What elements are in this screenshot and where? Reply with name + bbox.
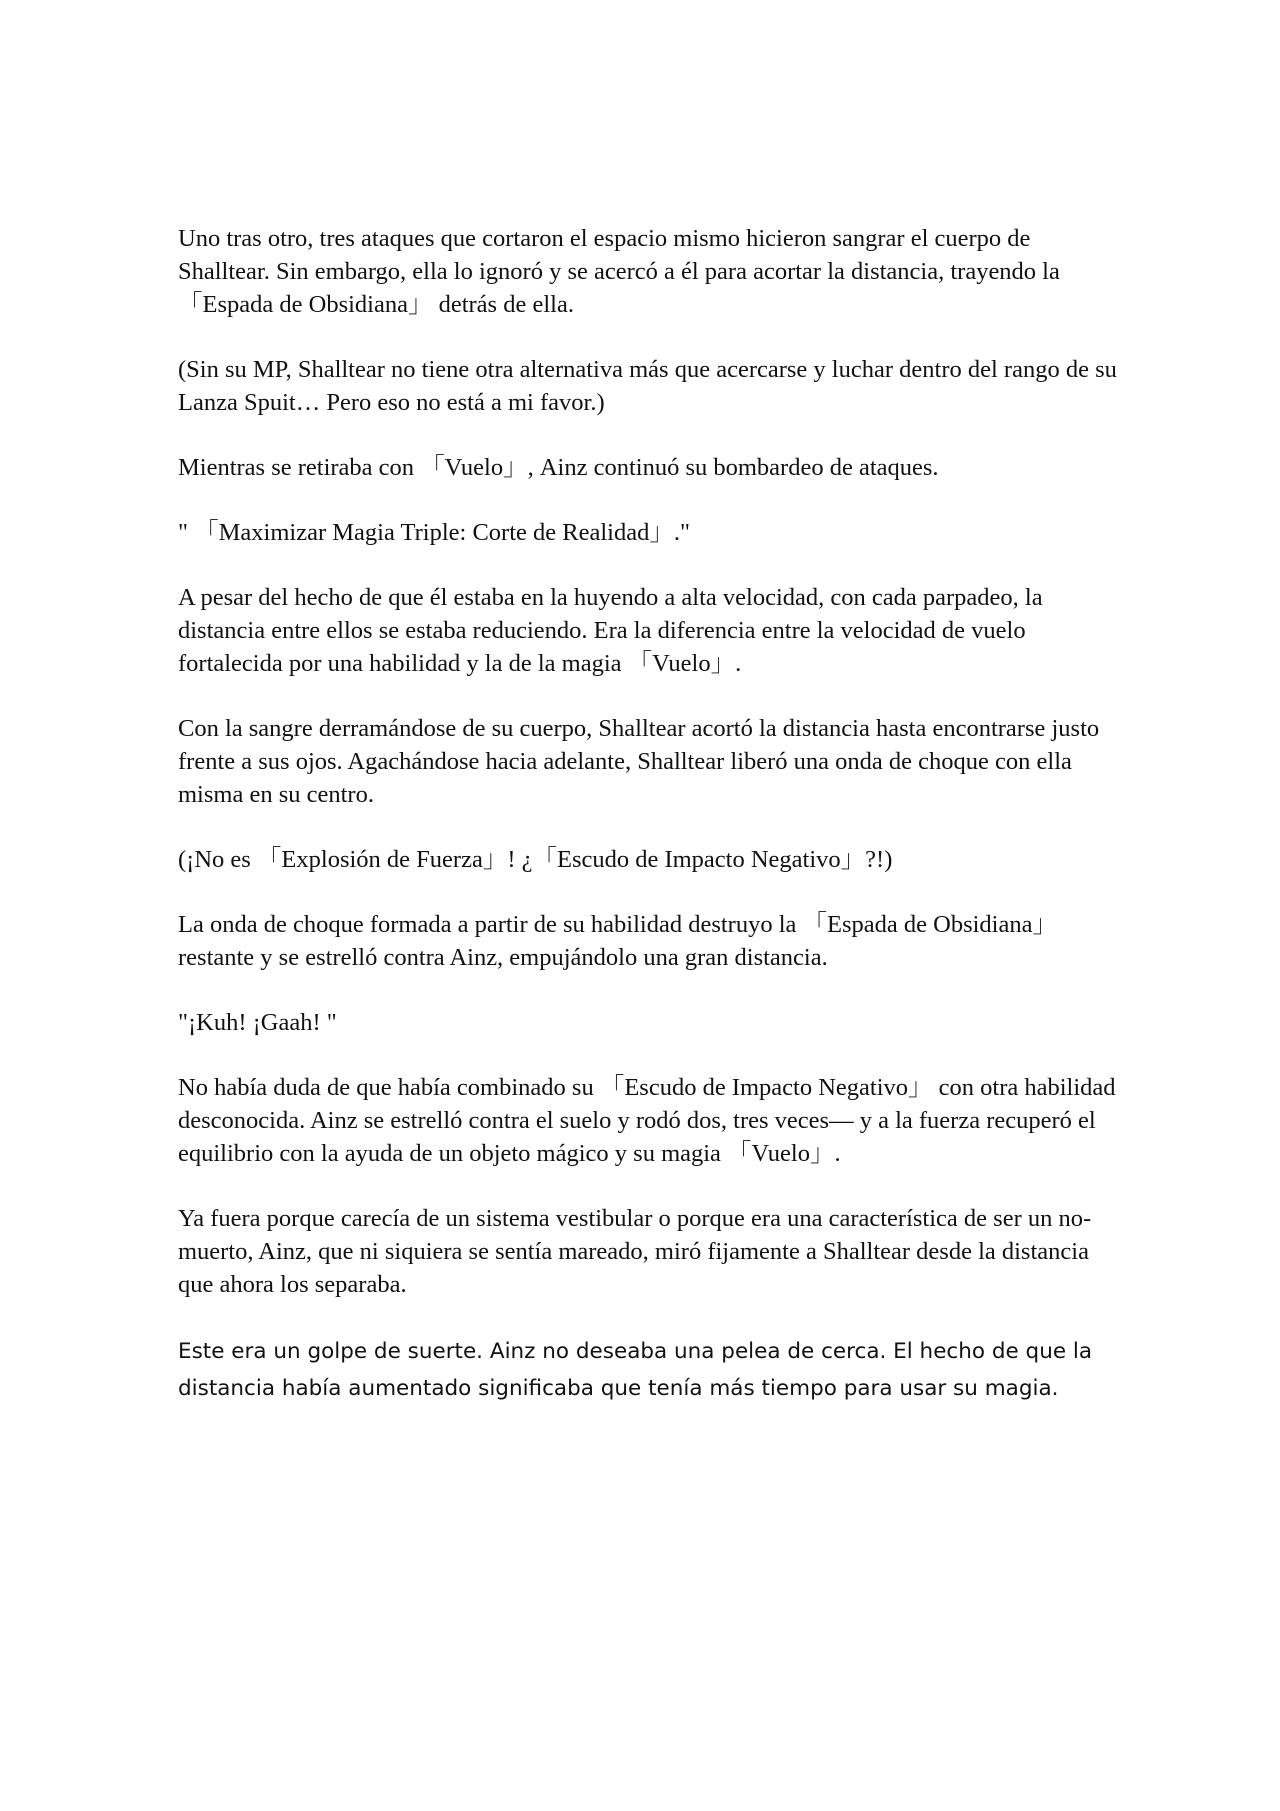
paragraph-10: No había duda de que había combinado su 「Escudo de Impacto Negativo」 con otra habilidad desconocida. Ainz se estrelló contra el suelo y rodó dos, tres veces— y a la fuerza recuperó el equilibrio con la ayuda de un objeto mágico y su magia 「Vuelo」. <box>178 1074 1116 1167</box>
paragraph-5: A pesar del hecho de que él estaba en la huyendo a alta velocidad, con cada parpadeo, la distancia entre ellos se estaba reduciendo. Era la diferencia entre la velocidad de vuelo fortalecida por una habilidad y la de la magia 「Vuelo」. <box>178 584 1043 677</box>
document-body <box>178 222 1118 1439</box>
paragraph-3: Mientras se retiraba con 「Vuelo」, Ainz continuó su bombardeo de ataques. <box>178 454 939 481</box>
paragraph-9: "¡Kuh! ¡Gaah! " <box>178 1009 337 1036</box>
paragraph-11: Ya fuera porque carecía de un sistema vestibular o porque era una característica de ser un no-muerto, Ainz, que ni siquiera se sentía mareado, miró fijamente a Shalltear desde la distancia que ahora los separaba. <box>178 1205 1092 1298</box>
paragraph-1: Uno tras otro, tres ataques que cortaron el espacio mismo hicieron sangrar el cuerpo de Shalltear. Sin embargo, ella lo ignoró y se acercó a él para acortar la distancia, trayendo la 「Espada de Obsidiana」 detrás de ella. <box>178 225 1060 318</box>
paragraph-7: (¡No es 「Explosión de Fuerza」! ¿「Escudo de Impacto Negativo」?!) <box>178 846 893 873</box>
paragraph-4: " 「Maximizar Magia Triple: Corte de Realidad」." <box>178 519 690 546</box>
paragraph-2: (Sin su MP, Shalltear no tiene otra alternativa más que acercarse y luchar dentro del rango de su Lanza Spuit… Pero eso no está a mi favor.) <box>178 356 1117 416</box>
paragraph-12: Este era un golpe de suerte. Ainz no deseaba una pelea de cerca. El hecho de que la distancia había aumentado significaba que tenía más tiempo para usar su magia. <box>178 1339 1093 1401</box>
paragraph-8: La onda de choque formada a partir de su habilidad destruyo la 「Espada de Obsidiana」 restante y se estrelló contra Ainz, empujándolo una gran distancia. <box>178 911 1057 971</box>
paragraph-6: Con la sangre derramándose de su cuerpo, Shalltear acortó la distancia hasta encontrarse justo frente a sus ojos. Agachándose hacia adelante, Shalltear liberó una onda de choque con ella misma en su centro. <box>178 715 1100 808</box>
